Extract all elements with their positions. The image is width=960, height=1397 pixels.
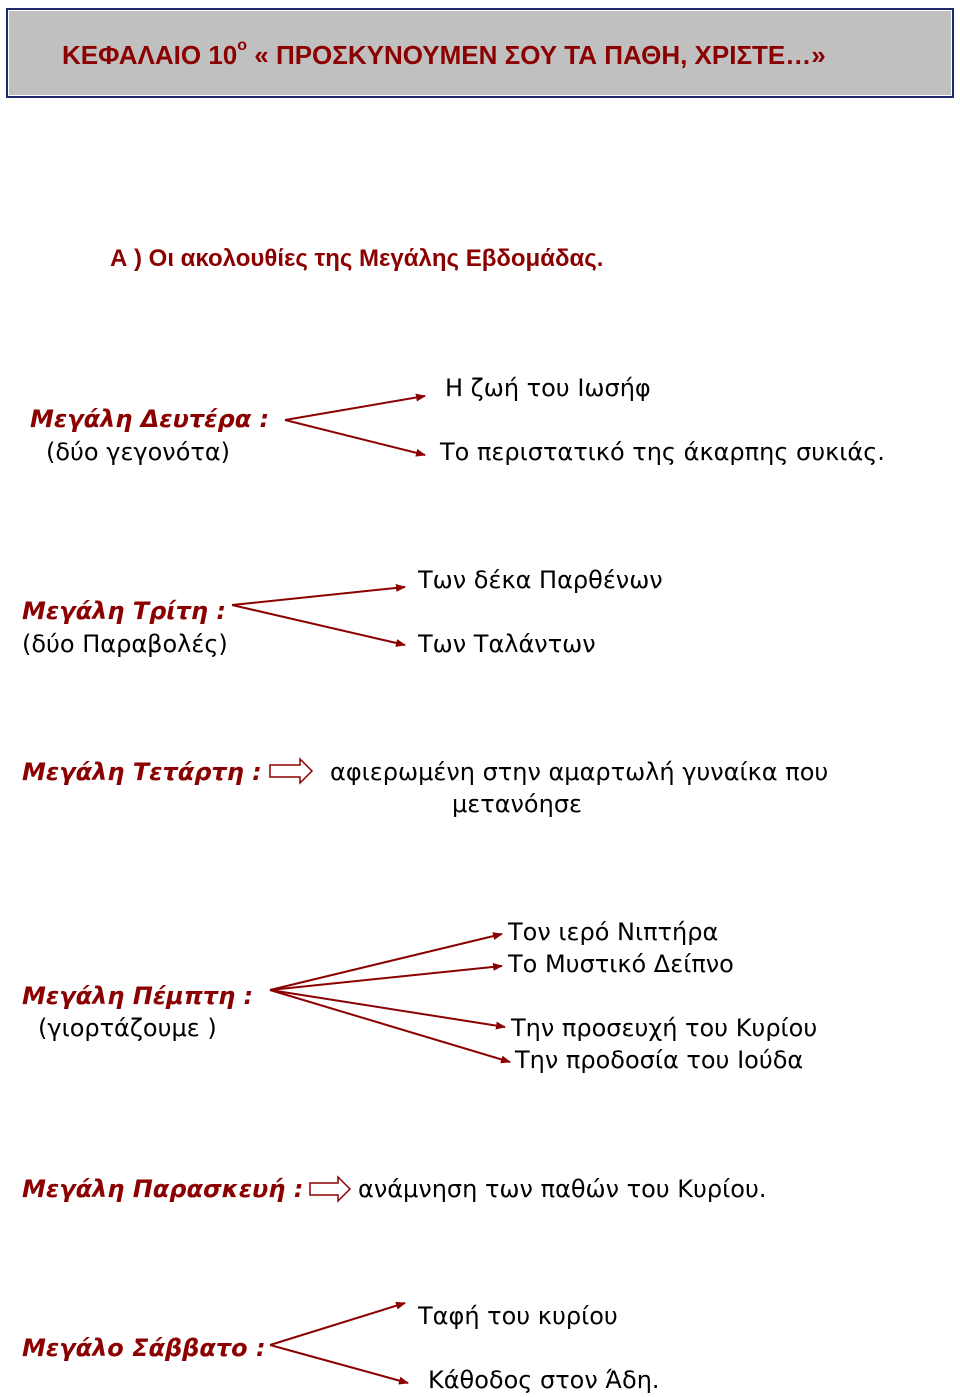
section-heading: Α ) Οι ακολουθίες της Μεγάλης Εβδομάδας. (110, 245, 604, 272)
chapter-title: ΚΕΦΑΛΑΙΟ $10^o$ « ΠΡΟΣΚΥΝΟΥΜΕΝ ΣΟΥ ΤΑ ΠΑΘΗ, ΧΡΙΣΤΕ…» (62, 37, 826, 70)
friday-desc: ανάμνηση των παθών του Κυρίου. (358, 1175, 767, 1203)
monday-label: Μεγάλη Δευτέρα : (30, 405, 270, 433)
saturday-item-2: Κάθοδος στον Άδη. (428, 1366, 660, 1394)
wednesday-outline-arrow (270, 759, 312, 783)
wednesday-label: Μεγάλη Τετάρτη : (22, 758, 262, 786)
monday-item-2: Το περιστατικό της άκαρπης συκιάς. (440, 438, 885, 466)
monday-item-1: Η ζωή του Ιωσήφ (445, 374, 651, 402)
thursday-item-4: Την προδοσία του Ιούδα (515, 1046, 804, 1074)
tuesday-item-1: Των δέκα Παρθένων (418, 566, 663, 594)
wednesday-desc-line1: αφιερωμένη στην αμαρτωλή γυναίκα που (330, 758, 829, 786)
saturday-label: Μεγάλο Σάββατο : (22, 1334, 266, 1362)
saturday-item-1: Ταφή του κυρίου (418, 1302, 618, 1330)
monday-arrows (285, 396, 425, 455)
friday-label: Μεγάλη Παρασκευή : (22, 1175, 304, 1203)
thursday-label: Μεγάλη Πέμπτη : (22, 982, 254, 1010)
monday-note: (δύο γεγονότα) (46, 438, 231, 466)
saturday-arrows (270, 1303, 408, 1383)
thursday-item-3: Την προσευχή του Κυρίου (511, 1014, 818, 1042)
tuesday-item-2: Των Ταλάντων (418, 630, 596, 658)
tuesday-label: Μεγάλη Τρίτη : (22, 597, 226, 625)
thursday-arrows (270, 934, 510, 1062)
friday-outline-arrow (310, 1177, 350, 1201)
tuesday-note: (δύο Παραβολές) (22, 630, 228, 658)
thursday-item-1: Τον ιερό Νιπτήρα (508, 918, 719, 946)
tuesday-arrows (232, 587, 405, 645)
wednesday-desc-line2: μετανόησε (452, 790, 582, 818)
thursday-note: (γιορτάζουμε ) (38, 1014, 217, 1042)
thursday-item-2: Το Μυστικό Δείπνο (508, 950, 734, 978)
